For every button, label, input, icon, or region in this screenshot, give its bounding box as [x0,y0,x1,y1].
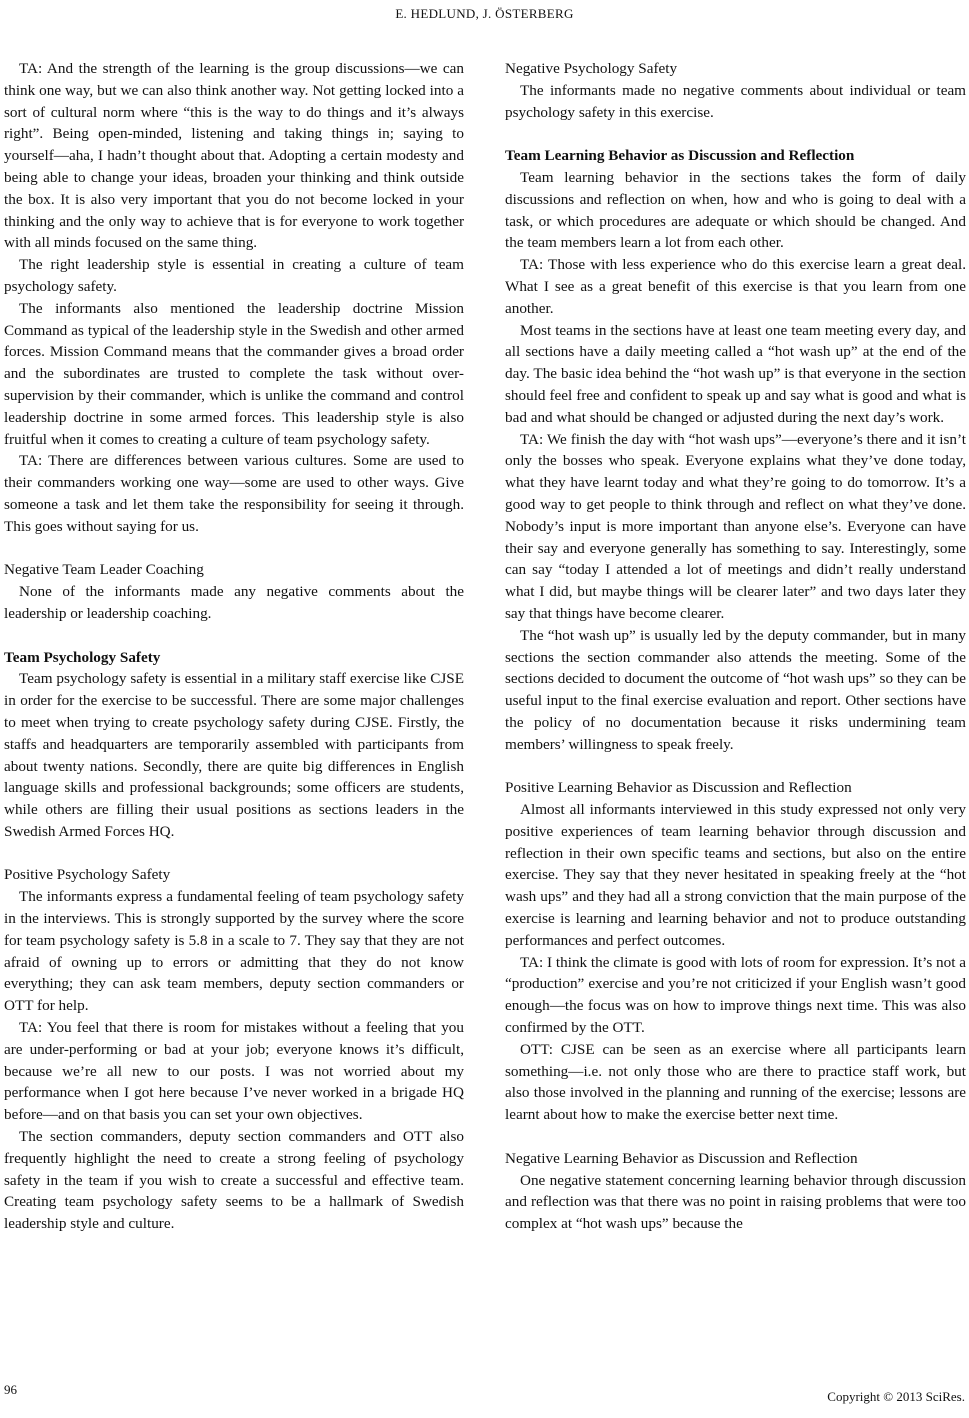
subsection-heading: Negative Team Leader Coaching [4,561,204,579]
subsection-heading: Negative Psychology Safety [505,60,678,77]
body-paragraph: TA: Those with less experience who do this exercise learn a great deal. What I see as a great benefit of this exercise is that you learn from one another. [505,256,966,317]
body-paragraph: Almost all informants interviewed in this study expressed not only very positive experiences of team learning behavior through discussion and reflection in their own specific teams and sections, but also on the entire exercise. They say that they never hesitated in speaking freely at the “hot wash ups” and they had all a strong conviction that the main purpose of the exercise is learning and learning behavior and not to produce outstanding performances and perfect outcomes. [505,801,966,949]
section-heading: Team Learning Behavior as Discussion and Reflection [505,147,855,165]
body-paragraph: TA: There are differences between various cultures. Some are used to their commanders working one way—some are used to other ways. Give someone a task and let them take the responsibility for seeing it through. This goes without saying for us. [4,452,464,535]
body-paragraph: The right leadership style is essential in creating a culture of team psychology safety. [4,256,464,295]
body-paragraph: The section commanders, deputy section commanders and OTT also frequently highlight the need to create a strong feeling of psychology safety in the team if you wish to create a successful and effective team. Creating team psychology safety seems to be a hallmark of Swedish leadership style and culture. [4,1128,464,1233]
section-heading: Team Psychology Safety [4,648,161,666]
body-paragraph: None of the informants made any negative comments about the leadership or leadership coaching. [4,583,464,622]
body-paragraph: Team learning behavior in the sections takes the form of daily discussions and reflection on when, how and who is going to deal with a task, or which procedures are adequate or which should be changed. And the team members learn a lot from each other. [505,168,966,252]
body-paragraph: TA: And the strength of the learning is the group discussions—we can think one way, but we can also think another way. Not getting locked into a sort of cultural norm where “this is the way to do things and it’s always right”. Being open-minded, listening and taking things in; saying to yourself—aha, I hadn’t thought about that. Adopting a certain modesty and being able to change your ideas, broaden your thinking and think outside the box. It is also very important that you do not become locked in your thinking and the only way to achieve that is for everyone to work together with all minds focused on the same thing. [4,60,464,252]
subsection-heading: Negative Learning Behavior as Discussion and Reflection [505,1149,858,1167]
page-number: 96 [4,1382,17,1397]
right-column [505,58,966,1235]
body-paragraph: The informants also mentioned the leadership doctrine Mission Command as typical of the leadership style in the Swedish and other armed forces. Mission Command means that the commander gives a broad order and the subordinates are trusted to complete the task without over-supervision by their commander, which is unlike the command and control leadership doctrine in some armed forces. This leadership style is also fruitful when it comes to creating a culture of team psychology safety. [4,299,464,448]
body-paragraph: TA: I think the climate is good with lots of room for expression. It’s not a “production” exercise and you’re not criticized if your English wasn’t good enough—the focus was on how to improve things next time. This was also confirmed by the OTT. [505,953,966,1037]
body-paragraph: The informants made no negative comments about individual or team psychology safety in this exercise. [505,81,966,121]
body-paragraph: The “hot wash up” is usually led by the deputy commander, but in many sections the section commander also attends the meeting. Some of the sections decided to document the outcome of “hot wash ups” so they can be useful input to the final exercise evaluation and report. Other sections have the policy of no documentation because it risks undermining team members’ willingness to speak freely. [505,626,966,753]
copyright-notice: Copyright © 2013 SciRes. [827,1389,965,1404]
body-paragraph: TA: You feel that there is room for mistakes without a feeling that you are under-performing or bad at your job; everyone knows it’s difficult, because we’re all new to our posts. I was not worried about my performance when I got here because I’ve never worked in a brigade HQ before—and on that basis you can set your own objectives. [4,1019,464,1124]
subsection-heading: Positive Learning Behavior as Discussion and Reflection [505,779,852,797]
left-column [4,58,464,1235]
body-paragraph: One negative statement concerning learning behavior through discussion and reflection was that there was no point in raising problems that were too complex at “hot wash ups” because the [505,1171,966,1233]
body-paragraph: The informants express a fundamental feeling of team psychology safety in the interviews. This is strongly supported by the survey where the score for team psychology safety is 5.8 in a scale to 7. They say that they are not afraid of owning up to errors or admitting that they do not know everything; they can ask team members, deputy section commanders or OTT for help. [4,888,464,1015]
body-paragraph: TA: We finish the day with “hot wash ups”—everyone’s there and it isn’t only the bosses who speak. Everyone explains what they’ve done today, what they have learnt today and what they’re going to do tomorrow. It’s a good way to get people to think through and reflect on what they’ve done. Nobody’s input is more important than anyone else’s. Everyone can have their say and everyone generally has something to say. Interestingly, some can say “today I attended a lot of meetings and didn’t really understand what I did, but maybe things will be clearer later” and two days later they say that things have become clearer. [505,430,966,622]
body-paragraph: Most teams in the sections have at least one team meeting every day, and all sections have a daily meeting called a “hot wash up” at the end of the day. The basic idea behind the “hot wash up” is that everyone in the section should feel free and confident to speak up and say what is good and what is bad and what should be changed or adjusted during the next day’s work. [505,321,966,426]
body-paragraph: OTT: CJSE can be seen as an exercise where all participants learn something—i.e. not only those who are there to practice staff work, but also those involved in the planning and running of the exercise; lessons are learnt about how to make the exercise better next time. [505,1040,966,1124]
body-paragraph: Team psychology safety is essential in a military staff exercise like CJSE in order for the exercise to be successful. There are some major challenges to meet when trying to create psychology safety during CJSE. Firstly, the staffs and headquarters are temporarily assembled with participants from about twenty nations. Secondly, there are quite big differences in English language skills and professional backgrounds; some officers are students, while others are filling their usual positions as sections leaders in the Swedish Armed Forces HQ. [4,670,464,840]
running-header: E. HEDLUND, J. ÖSTERBERG [395,6,574,21]
subsection-heading: Positive Psychology Safety [4,866,171,884]
